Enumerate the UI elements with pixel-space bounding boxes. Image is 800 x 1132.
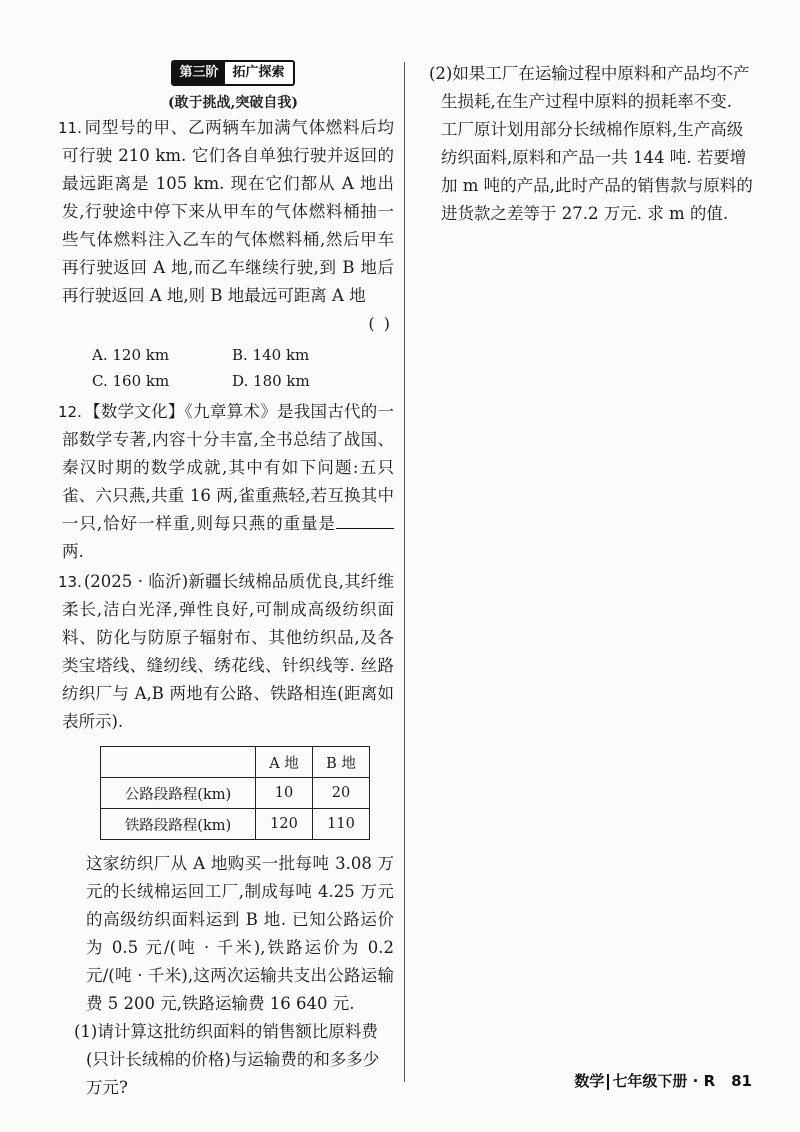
stage-subtitle: (敢于挑战,突破自我): [167, 95, 299, 111]
option-d: D. 180 km: [232, 372, 310, 390]
question-13-part-1: [62, 1018, 394, 1102]
options: [92, 342, 394, 394]
option-b: B. 140 km: [232, 346, 310, 364]
question-text-end: 两.: [62, 542, 84, 561]
left-column: [58, 60, 394, 1102]
table-cell: 20: [313, 778, 370, 809]
part-text: 请计算这批纺织面料的销售额比原料费(只计长绒棉的价格)与运输费的和多多少万元?: [86, 1022, 380, 1097]
part-label: (2): [429, 64, 453, 83]
column-divider: [404, 62, 405, 1082]
question-number: 11.: [58, 119, 82, 137]
option-a: A. 120 km: [92, 346, 170, 364]
question-13: [58, 568, 394, 736]
table-header-row: [101, 747, 370, 778]
stage-badge-level: 第三阶: [173, 62, 224, 84]
question-13-body: 这家纺织厂从 A 地购买一批每吨 3.08 万元的长绒棉运回工厂,制成每吨 4.25 万元的高级纺织面料运到 B 地. 已知公路运价为 0.5 元/(吨 · 千米),铁路运价为 0.2 元/(吨 · 千米),这两次运输共支出公路运输费 5 200 元,铁路运输费 16 640 元.: [86, 854, 394, 1013]
table-header-cell: B 地: [313, 747, 370, 778]
part-text: 如果工厂在运输过程中原料和产品均不产生损耗,在生产过程中原料的损耗率不变. 工厂原计划用部分长绒棉作原料,生产高级纺织面料,原料和产品一共 144 吨. 若要增加 m 吨的产品,此时产品的销售款与原料的进货款之差等于 27.2 万元. 求 m 的值.: [441, 64, 753, 223]
stage-badge-title: 拓广探索: [225, 62, 293, 84]
question-text: (2025 · 临沂)新疆长绒棉品质优良,其纤维柔长,洁白光泽,弹性良好,可制成高级纺织面料、防化与防原子辐射布、其他纺织品,及各类宝塔线、缝纫线、绣花线、针织线等. 丝路纺织厂与 A,B 两地有公路、铁路相连(距离如表所示).: [62, 572, 394, 731]
table-cell: 110: [313, 809, 370, 840]
option-c: C. 160 km: [92, 372, 170, 390]
footer-grade: 七年级下册 · R: [612, 1072, 716, 1090]
table-header-cell: A 地: [256, 747, 313, 778]
fill-in-blank: [336, 510, 394, 529]
question-11: [58, 114, 394, 310]
question-number: 12.: [58, 403, 82, 421]
table-cell: 120: [256, 809, 313, 840]
distance-table: [100, 746, 370, 840]
page-footer: [574, 1070, 752, 1091]
question-text: 【数学文化】《九章算术》是我国古代的一部数学专著,内容十分丰富,全书总结了战国、秦汉时期的数学成就,其中有如下问题:五只雀、六只燕,共重 16 两,雀重燕轻,若互换其中一只,恰好一样重,则每只燕的重量是: [62, 402, 394, 533]
footer-subject: 数学: [574, 1072, 605, 1090]
footer-separator: [607, 1074, 609, 1090]
stage-badge: [171, 60, 294, 86]
question-13-part-2: [417, 60, 753, 228]
table-header-cell: [101, 747, 256, 778]
table-cell: 铁路段路程(km): [101, 809, 256, 840]
question-text: 同型号的甲、乙两辆车加满气体燃料后均可行驶 210 km. 它们各自单独行驶并返回的最远距离是 105 km. 现在它们都从 A 地出发,行驶途中停下来从甲车的气体燃料桶抽一些气体燃料注入乙车的气体燃料桶,然后甲车再行驶返回 A 地,而乙车继续行驶,到 B 地后再行驶返回 A 地,则 B 地最远可距离 A 地: [62, 118, 394, 305]
table-cell: 公路段路程(km): [101, 778, 256, 809]
part-label: (1): [74, 1022, 98, 1041]
table-cell: 10: [256, 778, 313, 809]
right-column: [417, 60, 753, 228]
table-row: [101, 778, 370, 809]
table-row: [101, 809, 370, 840]
stage-header: [72, 60, 394, 86]
question-12: [58, 398, 394, 566]
page-number: 81: [731, 1072, 752, 1090]
answer-bracket: ( ): [368, 314, 392, 333]
question-number: 13.: [58, 573, 82, 591]
